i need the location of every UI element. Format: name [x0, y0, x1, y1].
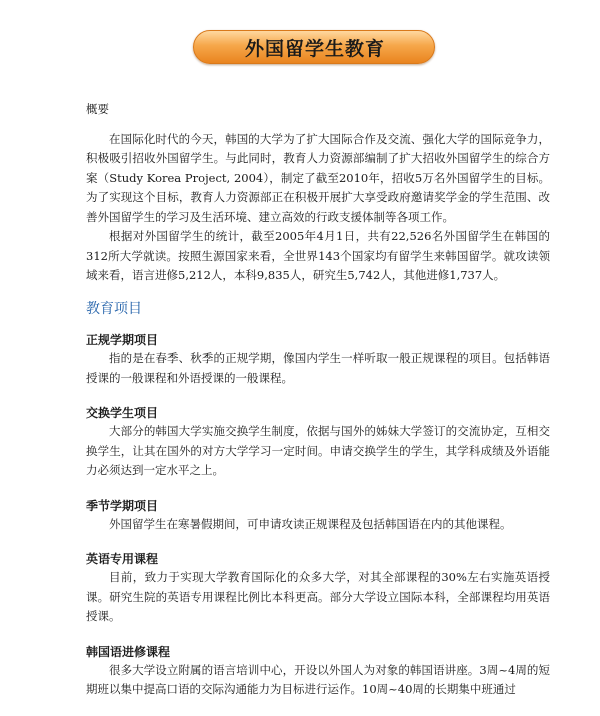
program-item	[86, 331, 550, 388]
overview-label: 概要	[86, 102, 109, 116]
program-title: 正规学期项目	[86, 333, 159, 347]
program-title: 交换学生项目	[86, 406, 159, 420]
title-banner	[0, 30, 600, 66]
page-title: 外国留学生教育	[244, 38, 385, 60]
program-item	[86, 643, 550, 700]
main-content	[86, 100, 550, 716]
program-item	[86, 550, 550, 627]
title-pill	[193, 30, 435, 64]
program-body: 大部分的韩国大学实施交换学生制度，依据与国外的姊妹大学签订的交流协定，互相交换学生，让其在国外的对方大学学习一定时间。申请交换学生的学生，其学科成绩及外语能力必须达到一定水平之上。	[86, 424, 550, 477]
overview-paragraph: 在国际化时代的今天，韩国的大学为了扩大国际合作及交流、强化大学的国际竞争力，积极吸引招收外国留学生。与此同时，教育人力资源部编制了扩大招收外国留学生的综合方案（Study Korea Project, 2004），制定了截至2010年，招收5万名外国留学生的目标。为了实现这个目标，教育人力资源部正在积极开展扩大享受政府邀请奖学金的学生范围、改善外国留学生的学习及生活环境、建立高效的行政支援体制等各项工作。	[86, 131, 550, 224]
program-title: 韩国语进修课程	[86, 644, 171, 659]
program-body: 很多大学设立附属的语言培训中心，开设以外国人为对象的韩国语讲座。3周~4周的短期班以集中提高口语的交际沟通能力为目标进行运作。10周~40周的长期集中班通过	[86, 662, 550, 696]
overview-paragraph: 根据对外国留学生的统计，截至2005年4月1日，共有22,526名外国留学生在韩国的312所大学就读。按照生源国家来看，全世界143个国家均有留学生来韩国留学。就攻读领域来看，语言进修5,212人，本科9,835人，研究生5,742人，其他进修1,737人。	[86, 229, 550, 282]
program-title: 季节学期项目	[86, 498, 159, 513]
program-item	[86, 404, 550, 481]
program-title: 英语专用课程	[86, 552, 159, 566]
program-body: 外国留学生在寒暑假期间，可申请攻读正规课程及包括韩国语在内的其他课程。	[109, 516, 512, 531]
program-body: 目前，致力于实现大学教育国际化的众多大学，对其全部课程的30%左右实施英语授课。研究生院的英语专用课程比例比本科更高。部分大学设立国际本科，全部课程均用英语授课。	[86, 570, 550, 623]
program-body: 指的是在春季、秋季的正规学期，像国内学生一样听取一般正规课程的项目。包括韩语授课的一般课程和外语授课的一般课程。	[86, 351, 550, 385]
program-item	[86, 497, 550, 535]
programs-heading: 教育项目	[86, 300, 142, 317]
